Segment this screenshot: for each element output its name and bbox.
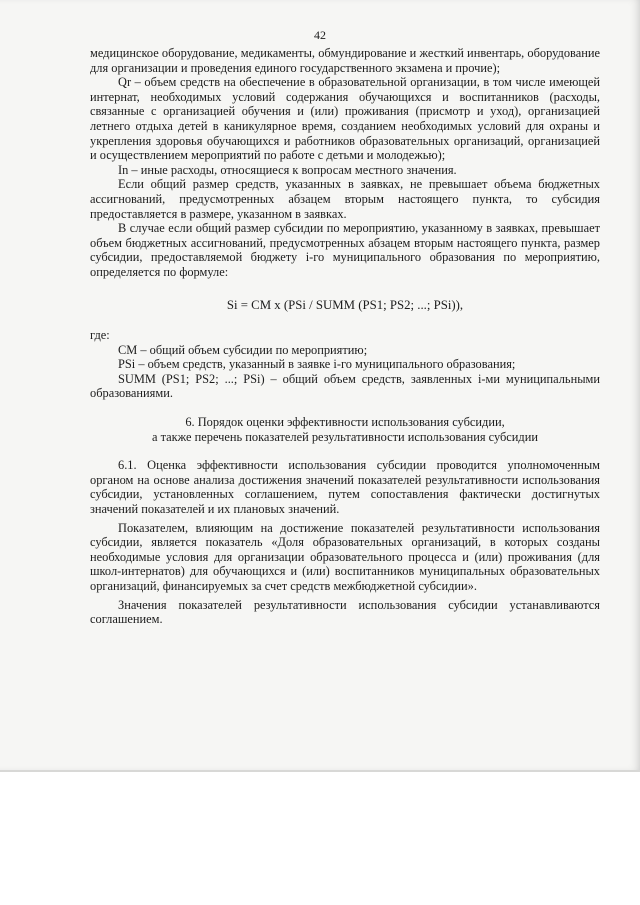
paragraph-qr-definition: Qr – объем средств на обеспечение в образовательной организации, в том числе имеющей интернат, необходимых условий содержания обучающихся и воспитанников (расходы, связанные с организацией обучения и (или) проживания (присмотр и уход), организацией летнего отдыха детей в каникулярное время, созданием необходимых условий для охраны и укрепления здоровья обучающихся и работников образовательных организаций, организацией и осуществлением мероприятий по работе с детьми и молодежью); [90, 75, 600, 163]
section-6-heading-line-2: а также перечень показателей результативности использования субсидии [151, 429, 539, 444]
section-6-heading [90, 415, 600, 444]
paragraph-indicator: Показателем, влияющим на достижение показателей результативности использования субсидии, является показатель «Доля образовательных организаций, в которых созданы необходимые условия для организации образовательного процесса и (или) проживания (для школ-интернатов) для обучающихся и (или) воспитанников муниципальных образовательных организаций, финансируемых за счет средств межбюджетной субсидии». [90, 520, 600, 593]
definition-summ: SUMM (PS1; PS2; ...; PSi) – общий объем средств, заявленных i-ми муниципальными образованиями. [90, 371, 600, 401]
paragraph-6-1: 6.1. Оценка эффективности использования субсидии проводится уполномоченным органом на основе анализа достижения значений показателей результативности использования субсидии, установленных соглашением, путем сопоставления фактически достигнутых значений показателей и их плановых значений. [90, 458, 600, 517]
definition-cm: CM – общий объем субсидии по мероприятию; [118, 342, 368, 357]
paragraph-exceeds-budget: В случае если общий размер субсидии по мероприятию, указанному в заявках, превышает объем бюджетных ассигнований, предусмотренных абзацем вторым настоящего пункта, размер субсидии, предоставляемой бюджету i-го муниципального образования по мероприятию, определяется по формуле: [90, 221, 600, 279]
document-body [90, 46, 600, 627]
page-number: 42 [314, 28, 326, 42]
paragraph-indicator-values: Значения показателей результативности использования субсидии устанавливаются соглашением. [90, 597, 600, 627]
paragraph-in-definition: In – иные расходы, относящиеся к вопросам местного значения. [118, 162, 457, 177]
paragraph-equipment-list: медицинское оборудование, медикаменты, обмундирование и жесткий инвентарь, оборудование для организации и проведения единого государственного экзамена и прочие); [90, 46, 600, 75]
formula-where-label: где: [90, 328, 110, 343]
subsidy-formula: Si = CM x (PSi / SUMM (PS1; PS2; ...; PSi)), [226, 297, 464, 312]
definition-psi: PSi – объем средств, указанный в заявке i-го муниципального образования; [118, 357, 516, 372]
section-6-heading-line-1: 6. Порядок оценки эффективности использования субсидии, [185, 415, 505, 430]
paragraph-within-budget: Если общий размер средств, указанных в заявках, не превышает объема бюджетных ассигнований, предусмотренных абзацем вторым настоящего пункта, то субсидия предоставляется в размере, указанном в заявках. [90, 177, 600, 221]
